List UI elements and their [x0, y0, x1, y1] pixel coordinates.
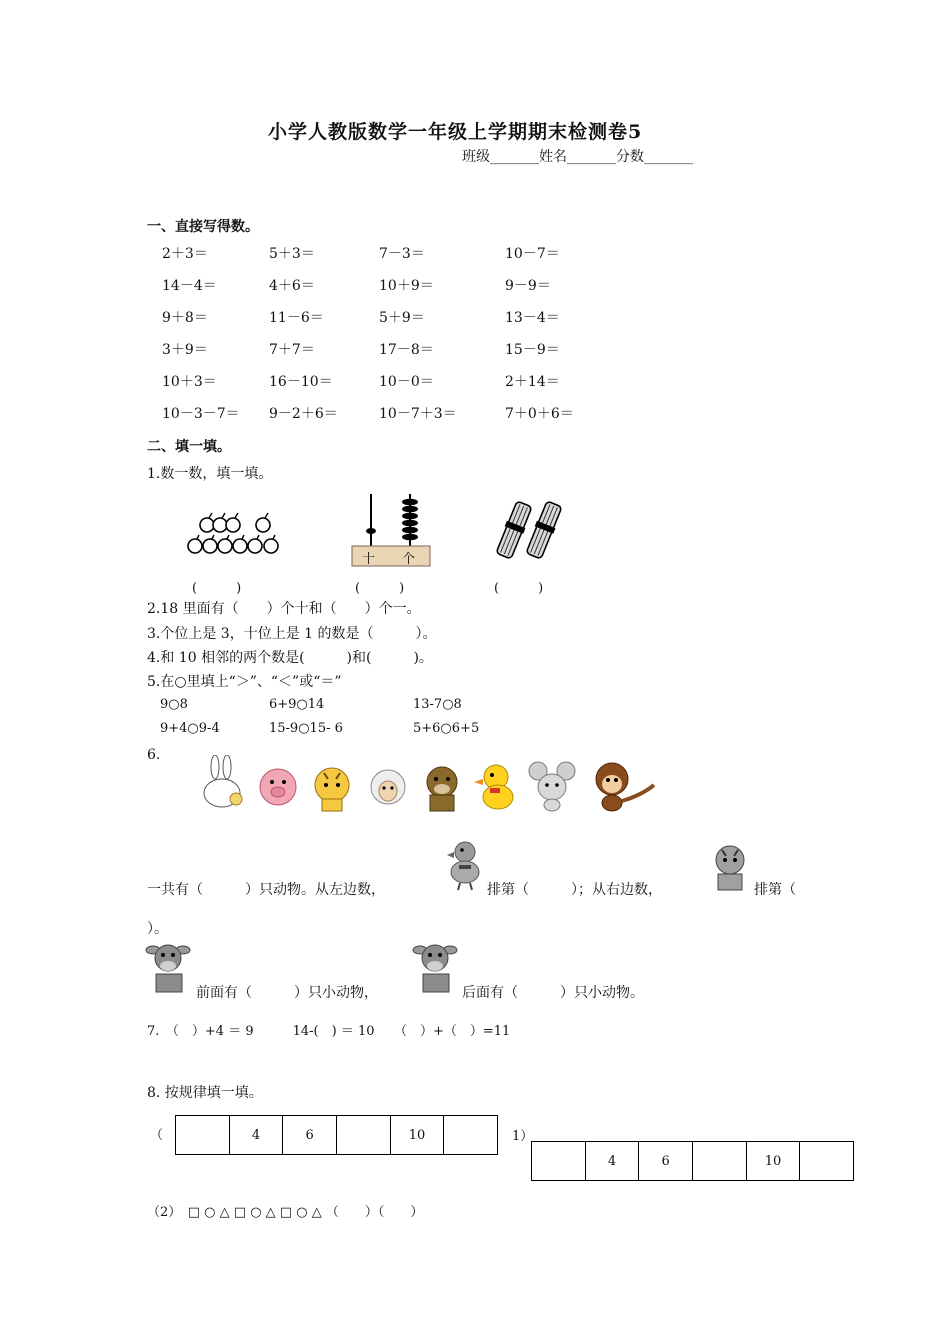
section1-heading: 一、直接写得数。: [147, 219, 259, 235]
question-8: 8. 按规律填一填。: [147, 1085, 263, 1101]
pig-icon: [260, 769, 296, 805]
problem: 7－3＝: [379, 246, 425, 262]
problem: 16－10＝: [269, 374, 333, 390]
sequence-cell: 4: [229, 1116, 283, 1155]
mouse-icon: [529, 762, 575, 811]
problem: 9＋8＝: [162, 310, 208, 326]
problem: 11－6＝: [269, 310, 324, 326]
problem: 10＋9＝: [379, 278, 434, 294]
problem: 10＋3＝: [162, 374, 217, 390]
compare-item: 5+6○6+5: [413, 721, 480, 736]
question-4: 4.和 10 相邻的两个数是( )和( )。: [147, 650, 433, 666]
compare-item: 6+9○14: [269, 697, 325, 712]
animal-row: [192, 755, 667, 813]
sequence-cell: 10: [746, 1142, 800, 1181]
stick-bundles-picture: [496, 498, 564, 562]
gray-tiger-icon: [706, 842, 754, 894]
sequence-cell: 6: [639, 1142, 693, 1181]
question-6-line3-a: 前面有（ ）只小动物，: [196, 985, 378, 1001]
sequence-cell[interactable]: [692, 1142, 746, 1181]
problem: 7＋0＋6＝: [505, 406, 574, 422]
question-5: 5.在○里填上“＞”、“＜”或“＝”: [147, 674, 342, 690]
problem: 5＋9＝: [379, 310, 425, 326]
sequence-cell[interactable]: [800, 1142, 854, 1181]
problem: 4＋6＝: [269, 278, 315, 294]
question-7: 7. （ ）+4 ＝ 9 14-( ) ＝ 10 （ ）+（ ）=11: [147, 1024, 511, 1039]
sequence-table-2: [531, 1141, 854, 1181]
question-6-line1-c: 排第（: [754, 882, 796, 898]
problem: 13－4＝: [505, 310, 560, 326]
apples-picture: [185, 508, 290, 560]
tiger-icon: [315, 768, 349, 811]
answer-blank[interactable]: ( ): [192, 581, 242, 596]
problem: 17－8＝: [379, 342, 434, 358]
header-fields: 班级_______姓名_______分数_______: [462, 149, 693, 165]
rabbit-icon: [204, 755, 242, 807]
problem: 9－2＋6＝: [269, 406, 338, 422]
sequence-cell: 10: [390, 1116, 444, 1155]
question-1: 1.数一数，填一填。: [147, 466, 273, 482]
sequence-cell[interactable]: [336, 1116, 390, 1155]
section2-heading: 二、填一填。: [147, 439, 231, 455]
part-1-label: 1）: [512, 1129, 534, 1144]
page-title: 小学人教版数学一年级上学期期末检测卷5: [268, 121, 643, 143]
sequence-cell[interactable]: [444, 1116, 498, 1155]
compare-item: 15-9○15- 6: [269, 721, 343, 736]
compare-item: 9+4○9-4: [160, 721, 220, 736]
sequence-table-1: [175, 1115, 498, 1155]
problem: 14－4＝: [162, 278, 217, 294]
problem: 10－3－7＝: [162, 406, 240, 422]
problem: 10－0＝: [379, 374, 434, 390]
chick-icon: [474, 765, 513, 809]
compare-item: 9○8: [160, 697, 188, 712]
question-6-line2: ）。: [147, 921, 168, 937]
problem: 10－7＝: [505, 246, 560, 262]
cow-icon: [427, 767, 457, 811]
left-paren: （: [150, 1128, 164, 1143]
question-3: 3.个位上是 3，十位上是 1 的数是（ ）。: [147, 626, 437, 642]
problem: 2＋3＝: [162, 246, 208, 262]
monkey-icon: [596, 763, 654, 811]
compare-item: 13-7○8: [413, 697, 462, 712]
abacus-picture: [350, 492, 432, 568]
question-6-line3-b: 后面有（ ）只小动物。: [462, 985, 644, 1001]
sequence-cell[interactable]: [176, 1116, 230, 1155]
sequence-cell: 4: [585, 1142, 639, 1181]
question-6-line1-a: 一共有（ ）只动物。从左边数，: [147, 882, 385, 898]
gray-cow-icon: [410, 938, 462, 996]
gray-cow-icon: [143, 938, 195, 996]
question-6-line1-b: 排第（ ）；从右边数，: [487, 882, 662, 898]
problem: 3＋9＝: [162, 342, 208, 358]
answer-blank[interactable]: ( ): [355, 581, 405, 596]
problem: 5＋3＝: [269, 246, 315, 262]
answer-blank[interactable]: ( ): [494, 581, 544, 596]
sequence-cell: 6: [283, 1116, 337, 1155]
problem: 9－9＝: [505, 278, 551, 294]
question-2: 2.18 里面有（ ）个十和（ ）个一。: [147, 601, 421, 617]
problem: 10－7＋3＝: [379, 406, 457, 422]
abacus-ones-label: 个: [402, 552, 416, 567]
problem: 7＋7＝: [269, 342, 315, 358]
abacus-tens-label: 十: [362, 552, 376, 567]
question-6: 6.: [147, 747, 161, 763]
question-8-part-2: （2） □ ○ △ □ ○ △ □ ○ △ （ ）（ ）: [147, 1205, 424, 1220]
problem: 2＋14＝: [505, 374, 560, 390]
gray-chick-icon: [445, 838, 483, 892]
sheep-icon: [371, 770, 405, 804]
problem: 15－9＝: [505, 342, 560, 358]
sequence-cell[interactable]: [532, 1142, 586, 1181]
